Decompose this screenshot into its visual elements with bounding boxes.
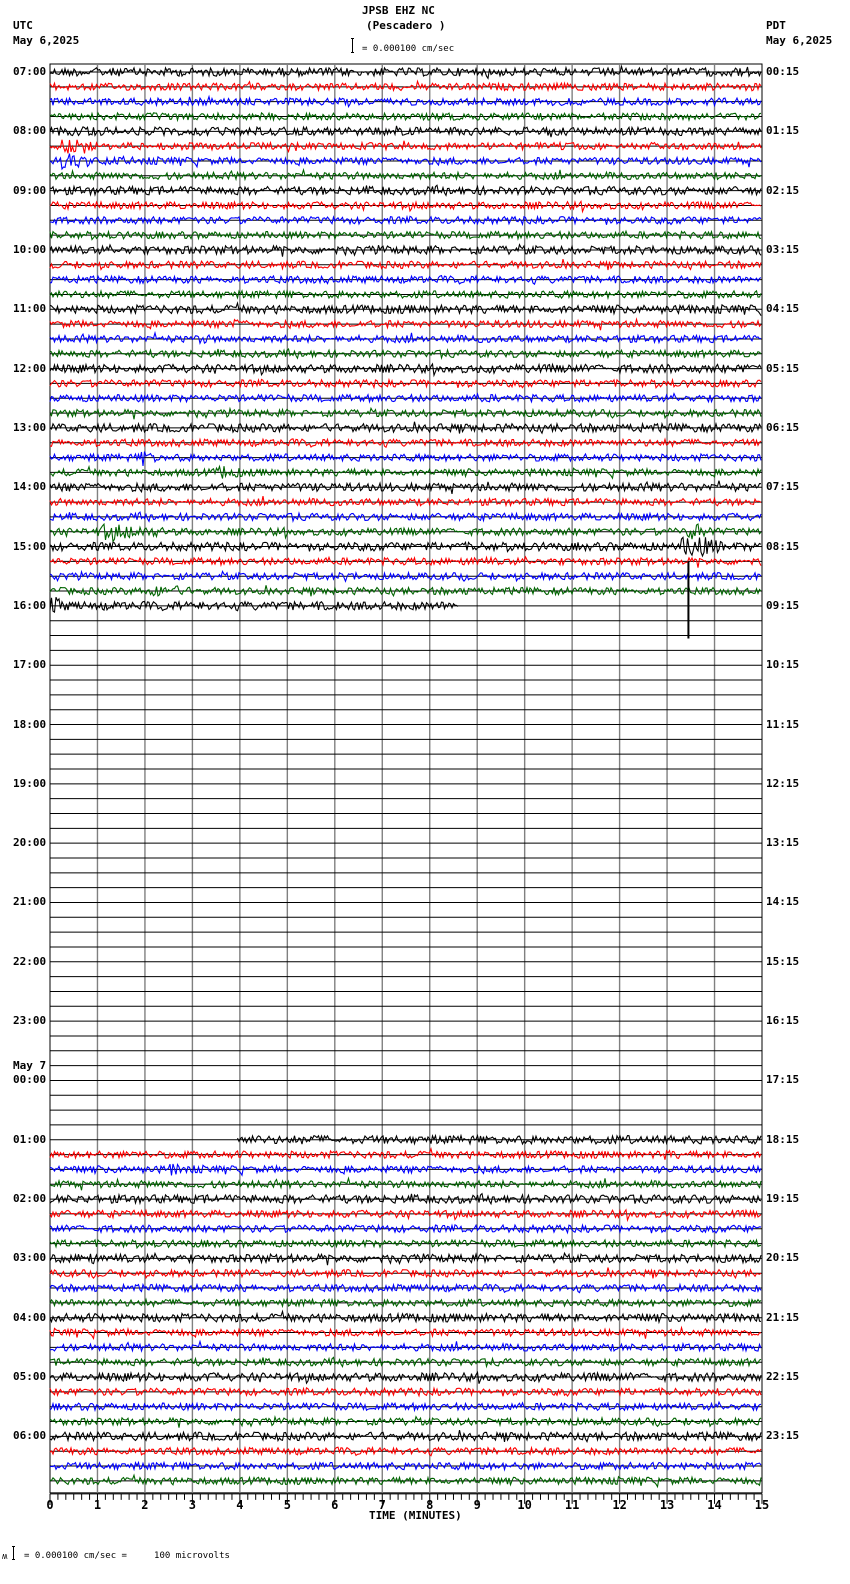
- pdt-hour-label: 16:15: [766, 1014, 800, 1028]
- right-timezone: PDT: [766, 19, 786, 32]
- pdt-hour-label: 06:15: [766, 420, 800, 434]
- x-tick-label: 9: [473, 1498, 481, 1512]
- pdt-hour-label: 05:15: [766, 361, 800, 375]
- utc-hour-label: 16:00: [13, 598, 47, 612]
- utc-hour-label: 01:00: [13, 1132, 47, 1146]
- x-tick-label: 15: [754, 1498, 770, 1512]
- utc-hour-label: 22:00: [13, 954, 47, 968]
- utc-hour-label: 09:00: [13, 183, 47, 197]
- scale-label: = 0.000100 cm/sec: [362, 44, 455, 54]
- pdt-hour-label: 14:15: [766, 895, 800, 909]
- footer-scale-prefix: ʍ: [2, 1552, 8, 1562]
- footer-scale-bar-icon: [12, 1546, 15, 1560]
- x-axis-label: TIME (MINUTES): [369, 1509, 462, 1522]
- utc-hour-label: 11:00: [13, 302, 47, 316]
- pdt-hour-label: 00:15: [766, 65, 800, 78]
- utc-hour-label: 02:00: [13, 1192, 47, 1206]
- footer-scale-note: = 0.000100 cm/sec = 100 microvolts: [24, 1551, 230, 1561]
- date-change-label: May 7: [13, 1059, 47, 1073]
- x-tick-label: 12: [612, 1498, 627, 1512]
- utc-hour-label: 10:00: [13, 242, 47, 256]
- pdt-hour-label: 03:15: [766, 242, 800, 256]
- pdt-hour-label: 02:15: [766, 183, 800, 197]
- left-date: May 6,2025: [13, 34, 80, 47]
- x-tick-label: 14: [707, 1498, 722, 1512]
- pdt-hour-label: 19:15: [766, 1192, 800, 1206]
- utc-hour-label: 13:00: [13, 420, 47, 434]
- pdt-hour-label: 01:15: [766, 124, 800, 138]
- utc-hour-label: 08:00: [13, 124, 47, 138]
- utc-hour-label: 18:00: [13, 717, 47, 731]
- x-tick-label: 10: [517, 1498, 532, 1512]
- utc-hour-label: 05:00: [13, 1370, 47, 1384]
- pdt-hour-label: 22:15: [766, 1370, 800, 1384]
- x-tick-label: 13: [659, 1498, 675, 1512]
- utc-hour-label: 17:00: [13, 658, 47, 672]
- x-tick-label: 0: [46, 1498, 54, 1512]
- x-tick-label: 2: [141, 1498, 149, 1512]
- utc-hour-label: 14:00: [13, 480, 47, 494]
- x-tick-label: 8: [426, 1498, 434, 1512]
- pdt-hour-label: 23:15: [766, 1429, 800, 1443]
- pdt-hour-label: 13:15: [766, 836, 800, 850]
- x-tick-label: 11: [564, 1498, 580, 1512]
- pdt-hour-label: 21:15: [766, 1310, 800, 1324]
- pdt-hour-label: 12:15: [766, 776, 800, 790]
- x-tick-label: 7: [378, 1498, 386, 1512]
- utc-hour-label: 00:00: [13, 1073, 47, 1087]
- x-tick-label: 1: [93, 1498, 102, 1512]
- utc-hour-label: 12:00: [13, 361, 47, 375]
- station-location: (Pescadero ): [366, 19, 446, 32]
- utc-hour-label: 21:00: [13, 895, 47, 909]
- pdt-hour-label: 09:15: [766, 598, 800, 612]
- pdt-hour-label: 07:15: [766, 480, 800, 494]
- utc-hour-label: 19:00: [13, 776, 47, 790]
- station-title: JPSB EHZ NC: [362, 4, 435, 17]
- right-date: May 6,2025: [766, 34, 833, 47]
- utc-hour-label: 23:00: [13, 1014, 47, 1028]
- utc-hour-label: 20:00: [13, 836, 47, 850]
- pdt-hour-label: 18:15: [766, 1132, 800, 1146]
- utc-hour-label: 15:00: [13, 539, 47, 553]
- left-timezone: UTC: [13, 19, 33, 32]
- pdt-hour-label: 20:15: [766, 1251, 800, 1265]
- pdt-hour-label: 15:15: [766, 954, 800, 968]
- utc-hour-label: 06:00: [13, 1429, 47, 1443]
- x-tick-label: 3: [188, 1498, 197, 1512]
- pdt-hour-label: 11:15: [766, 717, 800, 731]
- pdt-hour-label: 10:15: [766, 658, 800, 672]
- pdt-hour-label: 08:15: [766, 539, 800, 553]
- x-tick-label: 4: [236, 1498, 244, 1512]
- pdt-hour-label: 17:15: [766, 1073, 800, 1087]
- x-tick-label: 6: [331, 1498, 339, 1512]
- utc-hour-label: 03:00: [13, 1251, 47, 1265]
- pdt-hour-label: 04:15: [766, 302, 800, 316]
- x-tick-label: 5: [283, 1498, 291, 1512]
- utc-hour-label: 04:00: [13, 1310, 47, 1324]
- utc-hour-label: 07:00: [13, 65, 47, 78]
